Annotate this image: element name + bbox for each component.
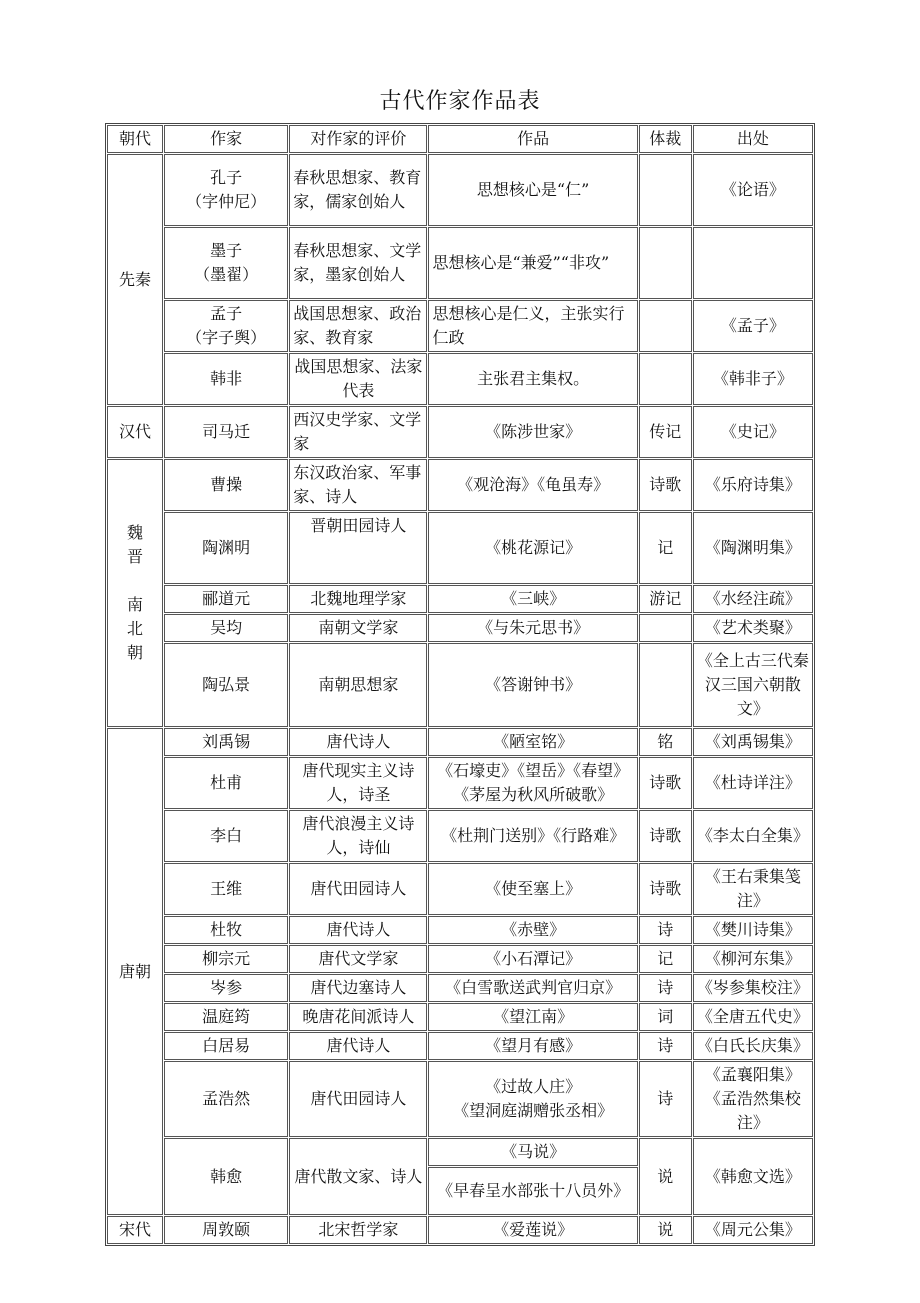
- dynasty-char: 朝: [127, 643, 144, 662]
- source-cell: 《孟襄阳集》《孟浩然集校注》: [693, 1061, 813, 1137]
- evaluation-cell: 晋朝田园诗人: [289, 512, 427, 584]
- author-name: 墨子: [210, 241, 243, 260]
- genre-cell: 传记: [639, 406, 692, 458]
- table-row: [107, 585, 813, 613]
- work-cell: 《桃花源记》: [428, 512, 637, 584]
- evaluation-cell: 唐代田园诗人: [289, 863, 427, 915]
- work-cell: 《陋室铭》: [428, 728, 637, 756]
- source-cell: 《岑参集校注》: [693, 974, 813, 1002]
- evaluation-cell: 唐代浪漫主义诗人，诗仙: [289, 810, 427, 862]
- dynasty-cell: 唐朝: [107, 728, 163, 1215]
- source-cell: 《柳河东集》: [693, 945, 813, 973]
- author-cell: 岑参: [164, 974, 288, 1002]
- header-work: 作品: [428, 125, 637, 153]
- source-cell: 《韩非子》: [693, 353, 813, 405]
- dynasty-char: [111, 569, 159, 593]
- work-cell: 《白雪歌送武判官归京》: [428, 974, 637, 1002]
- work-cell: 《爱莲说》: [428, 1216, 637, 1244]
- table-row: [107, 406, 813, 458]
- table-row: [107, 916, 813, 944]
- header-dynasty: 朝代: [107, 125, 163, 153]
- work-title: 《望洞庭湖赠张丞相》: [453, 1101, 614, 1120]
- header-row: [107, 125, 813, 153]
- evaluation-cell: 唐代诗人: [289, 916, 427, 944]
- table-row: [107, 974, 813, 1002]
- author-cell: 司马迁: [164, 406, 288, 458]
- author-cell: 曹操: [164, 459, 288, 511]
- table-row: [107, 300, 813, 352]
- genre-cell: 诗歌: [639, 863, 692, 915]
- table-row: [107, 1216, 813, 1244]
- source-cell: 《艺术类聚》: [693, 614, 813, 642]
- table-row: [107, 353, 813, 405]
- genre-cell: 说: [639, 1216, 692, 1244]
- work-cell: 《马说》: [428, 1138, 637, 1166]
- evaluation-cell: 晚唐花间派诗人: [289, 1003, 427, 1031]
- author-cell: 白居易: [164, 1032, 288, 1060]
- genre-cell: 诗: [639, 1032, 692, 1060]
- header-genre: 体裁: [639, 125, 692, 153]
- source-cell: 《陶渊明集》: [693, 512, 813, 584]
- table-row: [107, 614, 813, 642]
- table-row: [107, 512, 813, 584]
- genre-cell: [639, 614, 692, 642]
- genre-cell: [639, 300, 692, 352]
- table-row: [107, 1003, 813, 1031]
- author-cell: 郦道元: [164, 585, 288, 613]
- genre-cell: [639, 154, 692, 226]
- author-cell: 温庭筠: [164, 1003, 288, 1031]
- evaluation-cell: 东汉政治家、军事家、诗人: [289, 459, 427, 511]
- work-cell: 《答谢钟书》: [428, 643, 637, 727]
- genre-cell: 诗: [639, 974, 692, 1002]
- genre-cell: 说: [639, 1138, 692, 1215]
- author-cell: 周敦颐: [164, 1216, 288, 1244]
- table-row: [107, 810, 813, 862]
- dynasty-char: 晋: [127, 547, 144, 566]
- source-cell: 《刘禹锡集》: [693, 728, 813, 756]
- table-row: [107, 643, 813, 727]
- dynasty-cell: 先秦: [107, 154, 163, 405]
- genre-cell: 词: [639, 1003, 692, 1031]
- work-cell: 《使至塞上》: [428, 863, 637, 915]
- evaluation-cell: 战国思想家、政治家、教育家: [289, 300, 427, 352]
- author-cell: 柳宗元: [164, 945, 288, 973]
- work-cell: 《石壕吏》《望岳》《春望》《茅屋为秋风所破歌》: [428, 757, 637, 809]
- genre-cell: [639, 353, 692, 405]
- source-cell: 《李太白全集》: [693, 810, 813, 862]
- table-row: [107, 757, 813, 809]
- evaluation-cell: 北宋哲学家: [289, 1216, 427, 1244]
- work-cell: 《赤壁》: [428, 916, 637, 944]
- work-cell: 思想核心是“仁”: [428, 154, 637, 226]
- genre-cell: 诗歌: [639, 757, 692, 809]
- author-cell: 刘禹锡: [164, 728, 288, 756]
- genre-cell: [639, 227, 692, 299]
- genre-cell: 诗: [639, 1061, 692, 1137]
- author-cell: 杜甫: [164, 757, 288, 809]
- table-row: [107, 945, 813, 973]
- genre-cell: 诗歌: [639, 810, 692, 862]
- table-row: [107, 154, 813, 226]
- evaluation-cell: 唐代诗人: [289, 728, 427, 756]
- author-cell: 陶弘景: [164, 643, 288, 727]
- author-cell: 孟浩然: [164, 1061, 288, 1137]
- work-cell: [428, 1061, 637, 1137]
- evaluation-cell: 北魏地理学家: [289, 585, 427, 613]
- work-cell: 《杜荆门送别》《行路难》: [428, 810, 637, 862]
- dynasty-char: 魏: [127, 523, 144, 542]
- source-cell: 《全上古三代秦汉三国六朝散文》: [693, 643, 813, 727]
- author-cell: 韩愈: [164, 1138, 288, 1215]
- dynasty-cell: [107, 459, 163, 727]
- table-row: [107, 1032, 813, 1060]
- source-cell: 《乐府诗集》: [693, 459, 813, 511]
- evaluation-cell: 南朝文学家: [289, 614, 427, 642]
- source-cell: 《全唐五代史》: [693, 1003, 813, 1031]
- work-cell: 《观沧海》《龟虽寿》: [428, 459, 637, 511]
- table-row: [107, 1061, 813, 1137]
- work-title: 《过故人庄》: [485, 1077, 582, 1096]
- work-cell: 《陈涉世家》: [428, 406, 637, 458]
- dynasty-cell: 汉代: [107, 406, 163, 458]
- author-works-table: [105, 123, 815, 1246]
- source-cell: 《水经注疏》: [693, 585, 813, 613]
- page-title: 古代作家作品表: [379, 89, 541, 114]
- author-alias: （字仲尼）: [186, 192, 267, 211]
- source-cell: 《史记》: [693, 406, 813, 458]
- author-cell: 陶渊明: [164, 512, 288, 584]
- source-cell: 《樊川诗集》: [693, 916, 813, 944]
- genre-cell: 铭: [639, 728, 692, 756]
- evaluation-cell: 战国思想家、法家代表: [289, 353, 427, 405]
- evaluation-cell: 唐代边塞诗人: [289, 974, 427, 1002]
- author-cell: 吴均: [164, 614, 288, 642]
- table-row: [107, 863, 813, 915]
- source-cell: 《王右秉集笺注》: [693, 863, 813, 915]
- source-cell: 《韩愈文选》: [693, 1138, 813, 1215]
- table-row: [107, 227, 813, 299]
- genre-cell: 记: [639, 945, 692, 973]
- source-cell: [693, 227, 813, 299]
- author-cell: [164, 227, 288, 299]
- source-cell: 《论语》: [693, 154, 813, 226]
- author-cell: 王维: [164, 863, 288, 915]
- source-cell: 《杜诗详注》: [693, 757, 813, 809]
- work-cell: 《望江南》: [428, 1003, 637, 1031]
- author-cell: [164, 154, 288, 226]
- genre-cell: 诗歌: [639, 459, 692, 511]
- evaluation-cell: 唐代文学家: [289, 945, 427, 973]
- work-cell: 《望月有感》: [428, 1032, 637, 1060]
- author-cell: 杜牧: [164, 916, 288, 944]
- work-cell: 《早春呈水部张十八员外》: [428, 1167, 637, 1215]
- source-cell: 《周元公集》: [693, 1216, 813, 1244]
- evaluation-cell: 西汉史学家、文学家: [289, 406, 427, 458]
- evaluation-cell: 南朝思想家: [289, 643, 427, 727]
- work-cell: 思想核心是“兼爱”“非攻”: [428, 227, 637, 299]
- dynasty-char: 南: [127, 595, 144, 614]
- table-row: [107, 728, 813, 756]
- genre-cell: [639, 643, 692, 727]
- author-cell: 李白: [164, 810, 288, 862]
- source-cell: 《孟子》: [693, 300, 813, 352]
- header-author: 作家: [164, 125, 288, 153]
- evaluation-cell: 春秋思想家、教育家，儒家创始人: [289, 154, 427, 226]
- table-row: [107, 459, 813, 511]
- dynasty-char: 北: [127, 619, 144, 638]
- author-cell: 韩非: [164, 353, 288, 405]
- genre-cell: 游记: [639, 585, 692, 613]
- header-evaluation: 对作家的评价: [289, 125, 427, 153]
- evaluation-cell: 春秋思想家、文学家，墨家创始人: [289, 227, 427, 299]
- header-source: 出处: [693, 125, 813, 153]
- table-row: [107, 1138, 813, 1166]
- work-cell: 《三峡》: [428, 585, 637, 613]
- genre-cell: 记: [639, 512, 692, 584]
- author-name: 孟子: [210, 304, 243, 323]
- work-cell: 《与朱元思书》: [428, 614, 637, 642]
- genre-cell: 诗: [639, 916, 692, 944]
- evaluation-cell: 唐代田园诗人: [289, 1061, 427, 1137]
- evaluation-cell: 唐代诗人: [289, 1032, 427, 1060]
- evaluation-cell: 唐代散文家、诗人: [289, 1138, 427, 1215]
- evaluation-cell: 唐代现实主义诗人，诗圣: [289, 757, 427, 809]
- work-cell: 主张君主集权。: [428, 353, 637, 405]
- source-cell: 《白氏长庆集》: [693, 1032, 813, 1060]
- author-alias: （字子舆）: [186, 328, 267, 347]
- dynasty-cell: 宋代: [107, 1216, 163, 1244]
- author-alias: （墨翟）: [194, 265, 259, 284]
- work-cell: 《小石潭记》: [428, 945, 637, 973]
- author-name: 孔子: [210, 168, 243, 187]
- author-cell: [164, 300, 288, 352]
- work-cell: 思想核心是仁义，主张实行仁政: [428, 300, 637, 352]
